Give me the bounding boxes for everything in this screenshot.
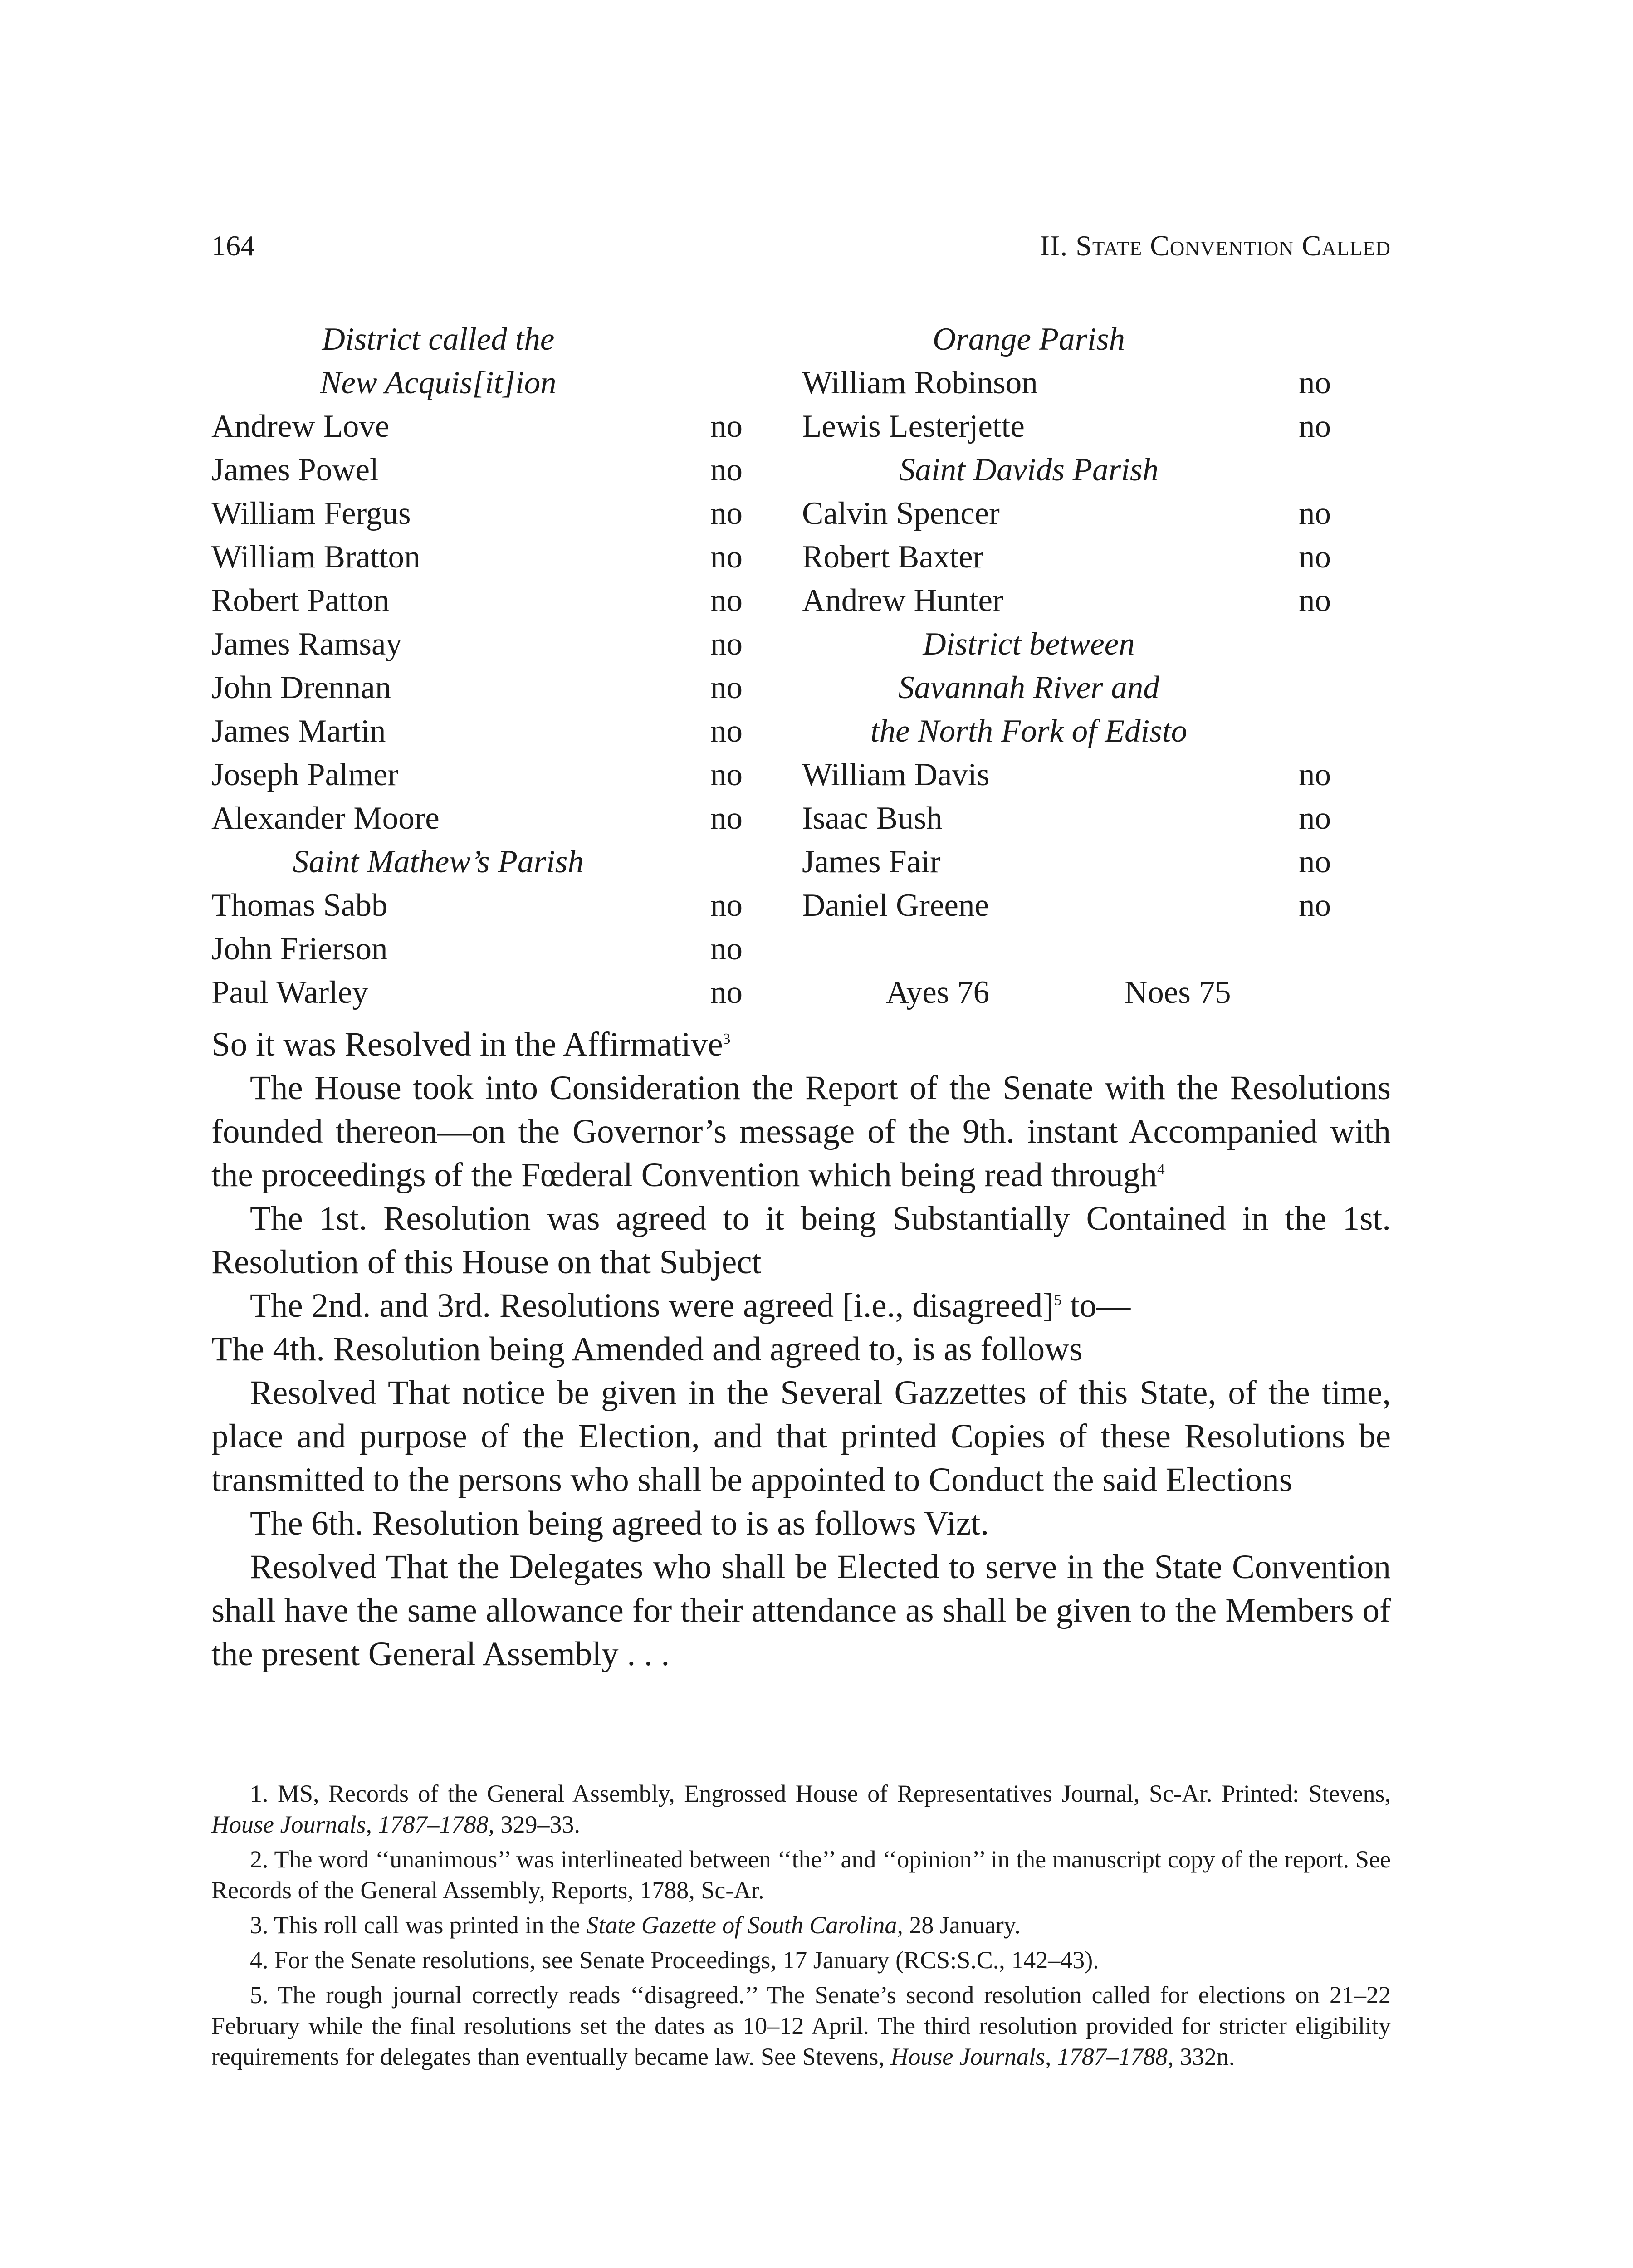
noes-total: Noes 75 xyxy=(1125,975,1231,1010)
member-name: James Powel xyxy=(211,452,379,488)
member-vote: no xyxy=(710,670,743,705)
roll-call-right-column xyxy=(802,318,1392,1014)
member-vote: no xyxy=(710,409,743,444)
paragraph xyxy=(211,1066,1391,1197)
vote-row xyxy=(802,405,1392,448)
paragraph xyxy=(211,1284,1391,1328)
footnote-text: 2. The word ‘‘unanimous’’ was interlineated between ‘‘the’’ and ‘‘opinion’’ in the manuscript copy of the report. See Records of the General Assembly, Reports, 1788, Sc-Ar. xyxy=(211,1846,1391,1904)
paragraph-text: The 1st. Resolution was agreed to it being Substantially Contained in the 1st. Resolution of this House on that Subject xyxy=(211,1200,1391,1281)
member-name: James Ramsay xyxy=(211,626,402,662)
vote-row xyxy=(211,709,778,753)
vote-row xyxy=(802,535,1392,579)
member-name: William Robinson xyxy=(802,365,1038,401)
member-vote: no xyxy=(710,757,743,792)
paragraph-text: The House took into Consideration the Report of the Senate with the Resolutions founded thereon—on the Governor’s message of the 9th. instant Accompanied with the proceedings of the Fœderal Convention which being read through xyxy=(211,1069,1391,1194)
vote-row xyxy=(211,753,778,797)
vote-totals xyxy=(802,971,1392,1014)
paragraph xyxy=(211,1371,1391,1502)
parish-heading xyxy=(802,318,1392,361)
member-name: Paul Warley xyxy=(211,975,368,1010)
vote-row xyxy=(211,492,778,535)
vote-row xyxy=(211,797,778,840)
member-name: Alexander Moore xyxy=(211,801,440,836)
footnote-text: 3. This roll call was printed in the xyxy=(250,1911,587,1939)
vote-row xyxy=(211,884,778,927)
vote-row xyxy=(211,971,778,1014)
member-name: Robert Patton xyxy=(211,583,390,618)
footnote-4 xyxy=(211,1945,1391,1975)
member-name: William Fergus xyxy=(211,496,411,531)
footnote-text: 329–33. xyxy=(494,1811,580,1838)
district-heading-text: Savannah River and xyxy=(898,670,1159,705)
vote-row xyxy=(211,448,778,492)
section-title: II. State Convention Called xyxy=(1040,230,1391,262)
blank-row xyxy=(802,927,1392,971)
vote-row xyxy=(211,927,778,971)
member-name: Andrew Love xyxy=(211,409,390,444)
parish-heading-text: Orange Parish xyxy=(932,322,1125,357)
district-heading xyxy=(211,318,778,361)
footnote-citation: State Gazette of South Carolina, xyxy=(586,1911,903,1939)
member-name: William Davis xyxy=(802,757,990,792)
vote-row xyxy=(802,753,1392,797)
member-vote: no xyxy=(1299,539,1331,575)
paragraph xyxy=(211,1502,1391,1545)
district-heading-text: District between xyxy=(923,626,1135,662)
member-name: John Drennan xyxy=(211,670,391,705)
member-vote: no xyxy=(1299,888,1331,923)
paragraph xyxy=(211,1197,1391,1284)
ayes-total: Ayes 76 xyxy=(886,975,990,1010)
paragraph xyxy=(211,1328,1391,1371)
parish-heading xyxy=(802,448,1392,492)
member-vote: no xyxy=(710,583,743,618)
district-heading-text: New Acquis[it]ion xyxy=(320,365,557,401)
vote-row xyxy=(211,535,778,579)
footnote-text: 4. For the Senate resolutions, see Senate Proceedings, 17 January (RCS:S.C., 142–43). xyxy=(250,1946,1099,1974)
paragraph xyxy=(211,1023,1391,1066)
member-vote: no xyxy=(1299,757,1331,792)
journal-body xyxy=(211,1023,1391,1676)
member-name: Andrew Hunter xyxy=(802,583,1003,618)
vote-row xyxy=(802,492,1392,535)
footnote-text: 1. MS, Records of the General Assembly, Engrossed House of Representatives Journal, Sc-Ar. Printed: Stevens, xyxy=(250,1780,1391,1807)
roll-call-left-column xyxy=(211,318,778,1014)
member-name: James Fair xyxy=(802,844,941,880)
district-heading xyxy=(211,361,778,405)
member-name: Robert Baxter xyxy=(802,539,984,575)
footnote-ref: 3 xyxy=(723,1031,731,1047)
member-name: Joseph Palmer xyxy=(211,757,399,792)
member-vote: no xyxy=(1299,365,1331,401)
member-vote: no xyxy=(710,626,743,662)
vote-row xyxy=(802,840,1392,884)
footnote-text: 5. The rough journal correctly reads ‘‘disagreed.’’ The Senate’s second resolution called for elections on 21–22 February while the final resolutions set the dates as 10–12 April. The third resolution provided for stricter eligibility requirements for delegates than eventually became law. See Stevens, xyxy=(211,1981,1391,2070)
footnote-citation: House Journals, 1787–1788, xyxy=(890,2043,1174,2070)
member-vote: no xyxy=(710,801,743,836)
member-name: William Bratton xyxy=(211,539,420,575)
member-name: Isaac Bush xyxy=(802,801,943,836)
parish-heading xyxy=(211,840,778,884)
footnote-3 xyxy=(211,1910,1391,1941)
parish-heading-text: Saint Davids Parish xyxy=(899,452,1159,488)
member-vote: no xyxy=(1299,844,1331,880)
vote-row xyxy=(802,797,1392,840)
member-name: John Frierson xyxy=(211,931,388,967)
page-number: 164 xyxy=(211,230,255,262)
member-name: Daniel Greene xyxy=(802,888,989,923)
member-vote: no xyxy=(710,931,743,967)
district-heading-text: the North Fork of Edisto xyxy=(870,714,1188,749)
paragraph-text: The 6th. Resolution being agreed to is as follows Vizt. xyxy=(250,1505,989,1542)
district-heading xyxy=(802,666,1392,709)
footnote-5 xyxy=(211,1980,1391,2072)
paragraph-text: Resolved That notice be given in the Several Gazzettes of this State, of the time, place and purpose of the Election, and that printed Copies of these Resolutions be transmitted to the persons who shall be appointed to Conduct the said Elections xyxy=(211,1374,1391,1499)
district-heading xyxy=(802,709,1392,753)
member-name: Lewis Lesterjette xyxy=(802,409,1025,444)
vote-row xyxy=(211,666,778,709)
member-vote: no xyxy=(710,496,743,531)
member-vote: no xyxy=(710,888,743,923)
running-header xyxy=(211,229,1391,270)
member-vote: no xyxy=(710,714,743,749)
footnotes xyxy=(211,1778,1391,2076)
footnote-ref: 5 xyxy=(1054,1292,1062,1309)
paragraph-text: Resolved That the Delegates who shall be Elected to serve in the State Convention shall have the same allowance for their attendance as shall be given to the Members of the present General Assembly . . . xyxy=(211,1548,1391,1673)
footnote-text: 332n. xyxy=(1173,2043,1235,2070)
member-vote: no xyxy=(1299,409,1331,444)
paragraph-text: to— xyxy=(1061,1287,1131,1325)
vote-row xyxy=(802,884,1392,927)
member-name: Calvin Spencer xyxy=(802,496,1000,531)
paragraph xyxy=(211,1545,1391,1676)
vote-row xyxy=(211,579,778,622)
footnote-ref: 4 xyxy=(1157,1161,1165,1178)
footnote-text: 28 January. xyxy=(903,1911,1021,1939)
paragraph-text: So it was Resolved in the Affirmative xyxy=(211,1026,723,1063)
paragraph-text: The 2nd. and 3rd. Resolutions were agreed [i.e., disagreed] xyxy=(250,1287,1054,1325)
district-heading xyxy=(802,622,1392,666)
vote-row xyxy=(211,405,778,448)
member-vote: no xyxy=(1299,801,1331,836)
parish-heading-text: Saint Mathew’s Parish xyxy=(293,844,584,880)
vote-row xyxy=(802,579,1392,622)
member-vote: no xyxy=(1299,583,1331,618)
footnote-1 xyxy=(211,1778,1391,1840)
footnote-2 xyxy=(211,1844,1391,1906)
footnote-citation: House Journals, 1787–1788, xyxy=(211,1811,494,1838)
member-vote: no xyxy=(1299,496,1331,531)
member-name: James Martin xyxy=(211,714,386,749)
paragraph-text: The 4th. Resolution being Amended and agreed to, is as follows xyxy=(211,1330,1083,1368)
vote-row xyxy=(802,361,1392,405)
member-vote: no xyxy=(710,452,743,488)
district-heading-text: District called the xyxy=(322,322,555,357)
member-vote: no xyxy=(710,539,743,575)
vote-row xyxy=(211,622,778,666)
member-vote: no xyxy=(710,975,743,1010)
member-name: Thomas Sabb xyxy=(211,888,388,923)
